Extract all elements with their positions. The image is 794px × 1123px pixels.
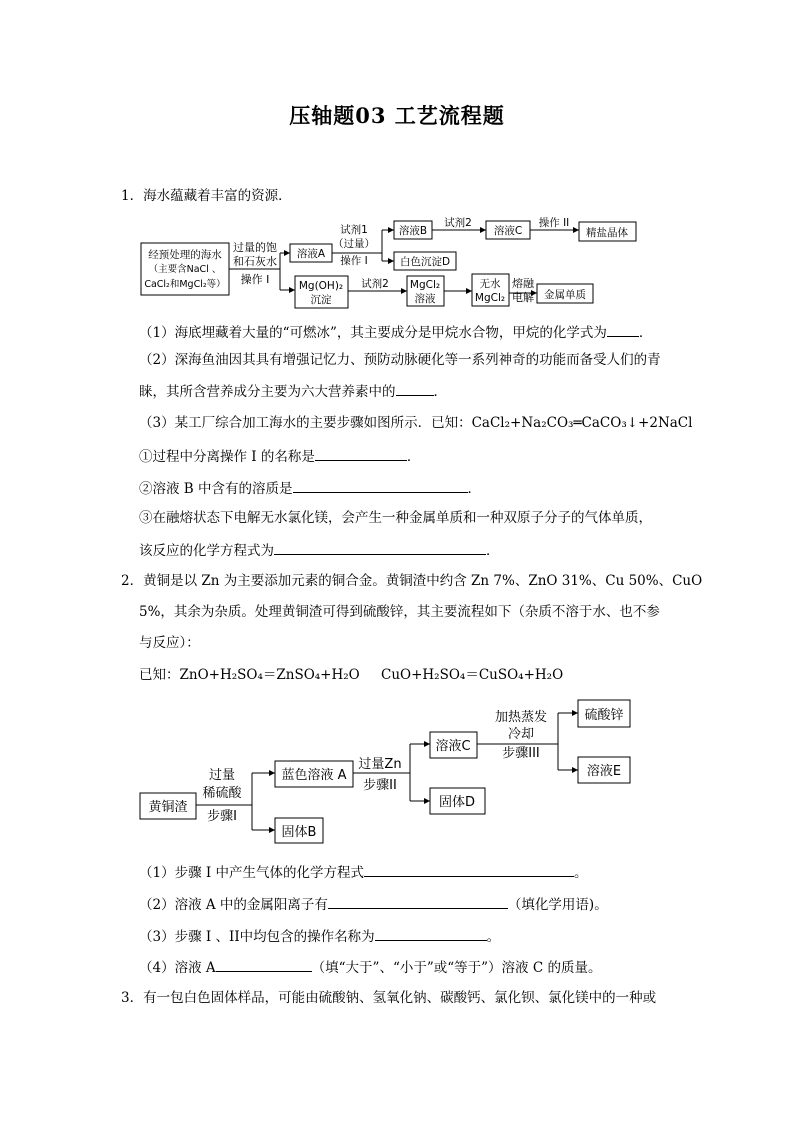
cool-label: 冷却 (507, 727, 535, 742)
q1-part3-3b: 该反应的化学方程式为 ． (139, 540, 500, 560)
q3-line1: 3．有一包白色固体样品，可能由硫酸钠、氢氧化钠、碳酸钙、氯化钡、氯化镁中的一种或 (121, 990, 657, 1006)
q2-part4-suffix: （填“大于”、“小于”或“等于”）溶液 C 的质量。 (311, 960, 602, 976)
zinc-sulfate-label: 硫酸锌 (584, 708, 624, 723)
q1-part2b: 睐，其所含营养成分主要为六大营养素中的 ． (139, 381, 447, 401)
q1-stem: 1．海水蕴藏着丰富的资源． (121, 188, 292, 204)
reagent-1-excess-label: （过量） (333, 238, 375, 250)
mgcl2-label-1: MgCl₂ (409, 279, 441, 291)
q1-part1: （1）海底埋藏着大量的“可燃冰”，其主要成分是甲烷水合物，甲烷的化学式为 ． (139, 322, 652, 342)
q2-known-1: 已知：ZnO+H₂SO₄＝ZnSO₄+H₂O (139, 667, 360, 683)
step-2-label: 步骤II (363, 778, 397, 793)
lime-label-1: 过量的饱 (233, 241, 277, 254)
solution-c-label: 溶液C (493, 225, 523, 237)
q1-part3: （3）某工厂综合加工海水的主要步骤如图所示．已知：CaCl₂+Na₂CO₃═CaCO₃↓+2NaCl (139, 415, 693, 431)
q1-part3-3b-text: 该反应的化学方程式为 (139, 543, 274, 559)
raw-label-1: 经预处理的海水 (148, 249, 222, 261)
q2-part1: （1）步骤 I 中产生气体的化学方程式 。 (139, 862, 588, 882)
q2-part4-text: （4）溶液 A (139, 960, 216, 976)
solution-e-label: 溶液E (586, 764, 622, 779)
step-3-label: 步骤III (502, 746, 540, 761)
q2-part1-text: （1）步骤 I 中产生气体的化学方程式 (139, 865, 365, 881)
q2-part2 (139, 894, 608, 914)
q2-part2-suffix: （填化学用语)。 (507, 897, 608, 913)
mgoh2-label-2: 沉淀 (310, 294, 332, 306)
q1-part3-2: ②溶液 B 中含有的溶质是 ． (139, 478, 481, 498)
answer-blank[interactable] (364, 862, 574, 877)
operation-1b-label: 操作 I (340, 255, 368, 267)
q2-known-2: CuO+H₂SO₄＝CuSO₄+H₂O (381, 667, 564, 683)
q2-part2-text: （2）溶液 A 中的金属阳离子有 (139, 897, 328, 913)
precipitate-d-label: 白色沉淀D (399, 256, 451, 268)
solid-d-label: 固体D (438, 795, 476, 810)
answer-blank[interactable] (375, 926, 487, 941)
q1-part1-text: （1）海底埋藏着大量的“可燃冰”，其主要成分是甲烷水合物，甲烷的化学式为 (139, 325, 607, 341)
q1-part2b-text: 睐，其所含营养成分主要为六大营养素中的 (139, 384, 396, 400)
excess-zn-label: 过量Zn (358, 757, 402, 772)
q2-part4 (139, 957, 601, 977)
reagent-1-label: 试剂1 (340, 224, 368, 236)
solution-c-label: 溶液C (435, 739, 471, 754)
lime-label-2: 和石灰水 (233, 255, 277, 268)
q2-part3-text: （3）步骤 I 、II中均包含的操作名称为 (139, 929, 375, 945)
anhydrous-label-2: MgCl₂ (474, 292, 506, 304)
raw-label-3: CaCl₂和MgCl₂等） (144, 279, 226, 290)
mgcl2-label-2: 溶液 (414, 293, 436, 305)
mgoh2-label-1: Mg(OH)₂ (298, 280, 344, 292)
answer-blank[interactable] (328, 894, 508, 909)
solid-b-label: 固体B (281, 825, 317, 840)
solution-a-label: 溶液A (296, 248, 326, 260)
operation-2-label: 操作 II (538, 217, 570, 229)
anhydrous-label-1: 无水 (479, 278, 501, 290)
q1-part3-1-text: ①过程中分离操作 I 的名称是 (139, 449, 315, 465)
q2-line2: 5%，其余为杂质。处理黄铜渣可得到硫酸锌，其主要流程如下（杂质不溶于水、也不参 (139, 604, 660, 620)
solution-b-label: 溶液B (398, 225, 428, 237)
operation-1-label: 操作 I (240, 273, 270, 286)
salt-label: 精盐晶体 (586, 227, 628, 239)
q1-part2a: （2）深海鱼油因其具有增强记忆力、预防动脉硬化等一系列神奇的功能而备受人们的青 (139, 352, 661, 368)
q2-line1: 2．黄铜是以 Zn 为主要添加元素的铜合金。黄铜渣中约含 Zn 7%、ZnO 31%、Cu 50%、CuO (121, 573, 703, 589)
step-1-label: 步骤I (207, 809, 237, 824)
answer-blank[interactable] (216, 957, 312, 972)
q1-part3-2-text: ②溶液 B 中含有的溶质是 (139, 481, 293, 497)
melt-label-1: 熔融 (512, 277, 534, 290)
blue-solution-a-label: 蓝色溶液 A (281, 768, 347, 783)
q1-part3-1: ①过程中分离操作 I 的名称是 ． (139, 446, 420, 466)
heat-evaporate-label: 加热蒸发 (494, 710, 548, 725)
acid-label-2: 稀硫酸 (202, 786, 242, 801)
reagent-2a-label: 试剂2 (444, 217, 472, 229)
raw-label-2: （主要含NaCl 、 (148, 264, 222, 275)
page-title: 压轴题03 工艺流程题 (289, 103, 505, 128)
metal-label: 金属单质 (544, 289, 586, 301)
reagent-2b-label: 试剂2 (361, 278, 389, 290)
brass-label: 黄铜渣 (148, 800, 188, 815)
q2-line3: 与反应）： (139, 635, 200, 651)
acid-label-1: 过量 (208, 768, 236, 783)
q1-part3-3a: ③在融熔状态下电解无水氯化镁，会产生一种金属单质和一种双原子分子的气体单质， (139, 510, 652, 526)
melt-label-2: 电解 (512, 291, 534, 304)
q2-part3: （3）步骤 I 、II中均包含的操作名称为 。 (139, 926, 500, 946)
